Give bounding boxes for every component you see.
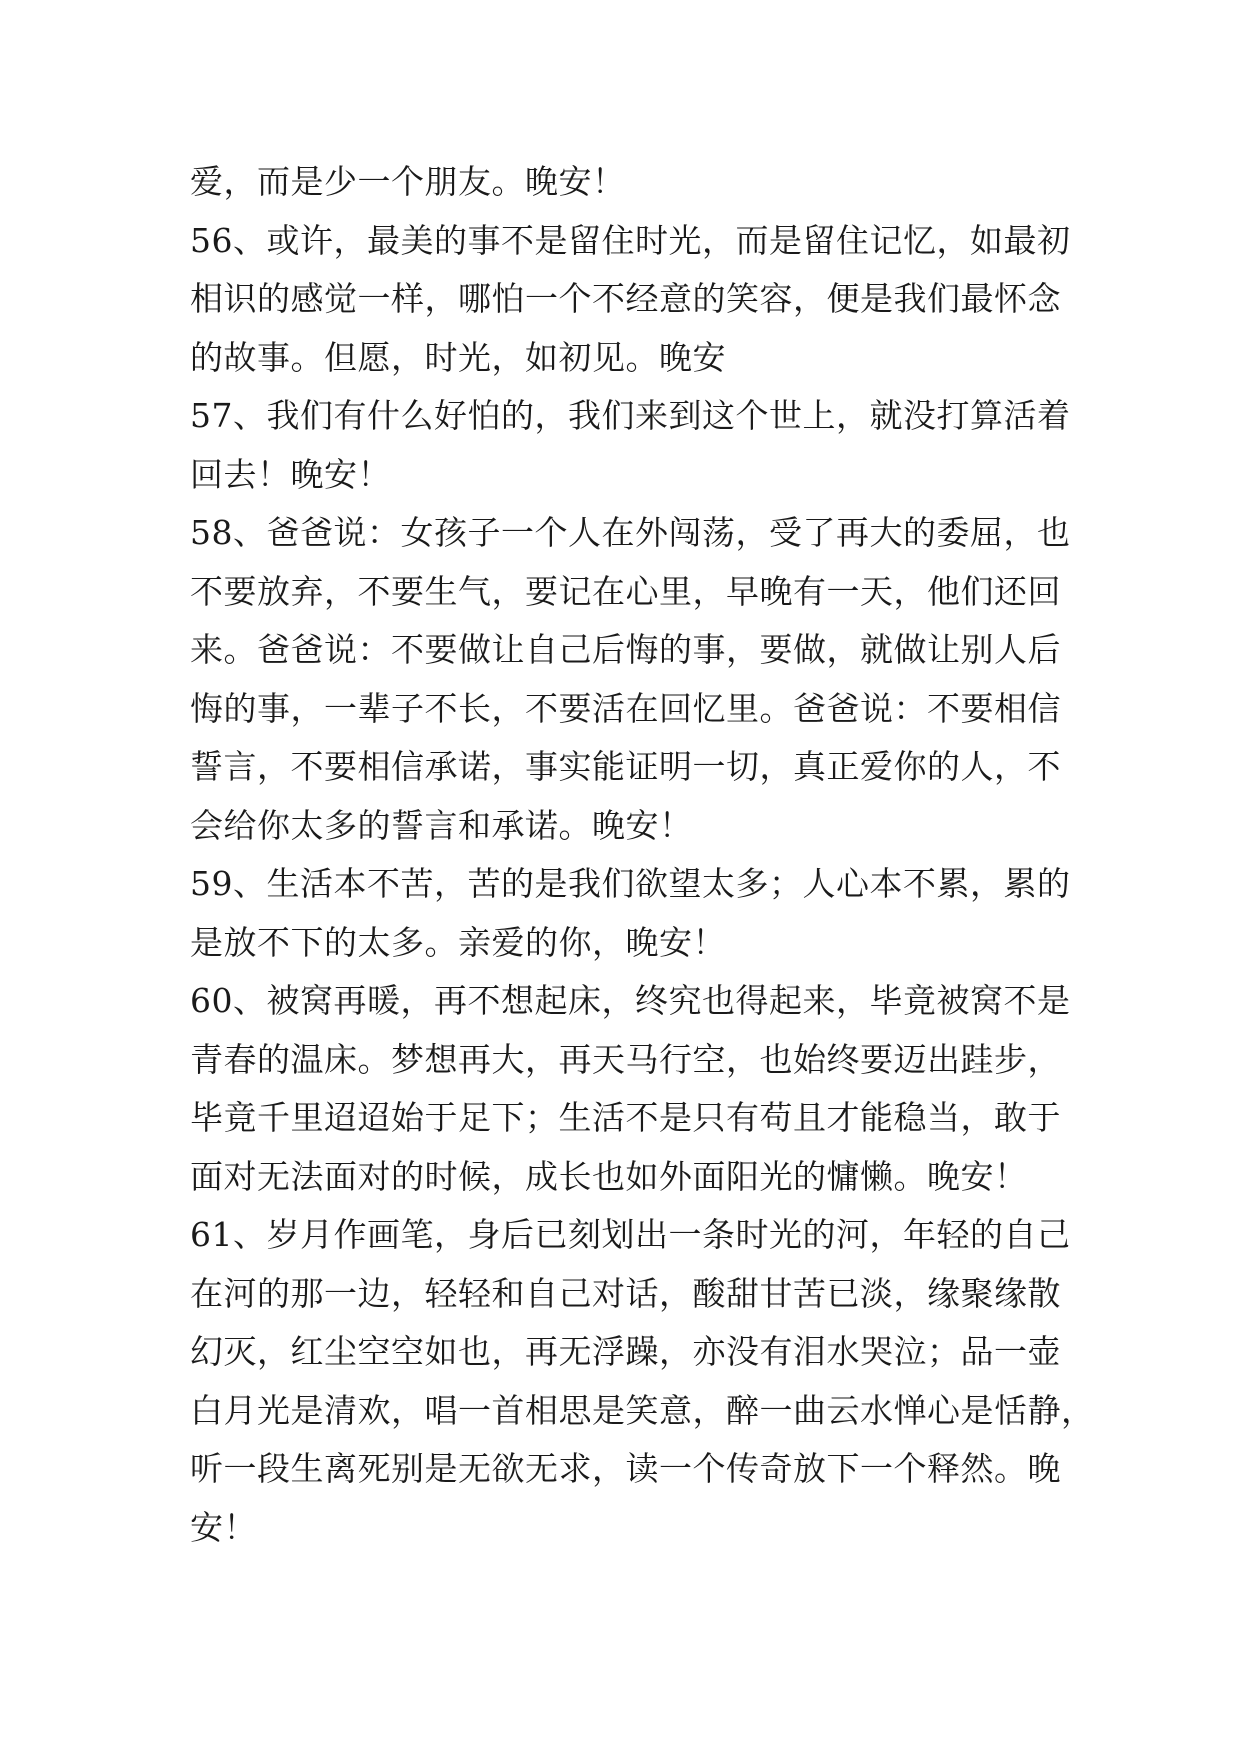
text-line: 60、被窝再暖，再不想起床，终究也得起来，毕竟被窝不是 xyxy=(190,981,1071,1020)
text-line: 毕竟千里迢迢始于足下；生活不是只有苟且才能稳当，敢于 xyxy=(190,1098,1061,1137)
text-line: 会给你太多的誓言和承诺。晚安！ xyxy=(190,805,693,845)
text-line: 幻灭，红尘空空如也，再无浮躁，亦没有泪水哭泣；品一壶 xyxy=(190,1332,1061,1371)
text-line: 56、或许，最美的事不是留住时光，而是留住记忆，如最初 xyxy=(190,220,1071,260)
text-line: 安！ xyxy=(190,1507,257,1547)
text-line: 是放不下的太多。亲爱的你，晚安！ xyxy=(190,922,726,962)
text-line: 誓言，不要相信承诺，事实能证明一切，真正爱你的人，不 xyxy=(190,747,1061,786)
text-line: 爱，而是少一个朋友。晚安！ xyxy=(190,162,626,201)
text-line: 来。爸爸说：不要做让自己后悔的事，要做，就做让别人后 xyxy=(190,630,1061,669)
text-line: 不要放弃，不要生气，要记在心里，早晚有一天，他们还回 xyxy=(190,571,1061,611)
text-line: 58、爸爸说：女孩子一个人在外闯荡，受了再大的委屈，也 xyxy=(190,513,1071,552)
document-body xyxy=(190,153,1095,1557)
text-line: 相识的感觉一样，哪怕一个不经意的笑容，便是我们最怀念 xyxy=(190,279,1061,318)
text-line: 回去！晚安！ xyxy=(190,454,391,494)
text-line: 白月光是清欢，唱一首相思是笑意，醉一曲云水惮心是恬静， xyxy=(190,1390,1095,1430)
text-line: 61、岁月作画笔，身后已刻划出一条时光的河，年轻的自己 xyxy=(190,1215,1071,1254)
text-line: 59、生活本不苦，苦的是我们欲望太多；人心本不累，累的 xyxy=(190,864,1071,903)
text-line: 青春的温床。梦想再大，再天马行空，也始终要迈出跬步， xyxy=(190,1039,1061,1079)
text-line: 面对无法面对的时候，成长也如外面阳光的慵懒。晚安！ xyxy=(190,1156,1028,1196)
text-line: 的故事。但愿，时光，如初见。晚安 xyxy=(190,337,726,377)
text-line: 听一段生离死别是无欲无求，读一个传奇放下一个释然。晚 xyxy=(190,1449,1061,1488)
text-line: 悔的事，一辈子不长，不要活在回忆里。爸爸说：不要相信 xyxy=(190,688,1061,728)
text-line: 57、我们有什么好怕的，我们来到这个世上，就没打算活着 xyxy=(190,396,1071,435)
text-line: 在河的那一边，轻轻和自己对话，酸甜甘苦已淡，缘聚缘散 xyxy=(190,1273,1061,1313)
